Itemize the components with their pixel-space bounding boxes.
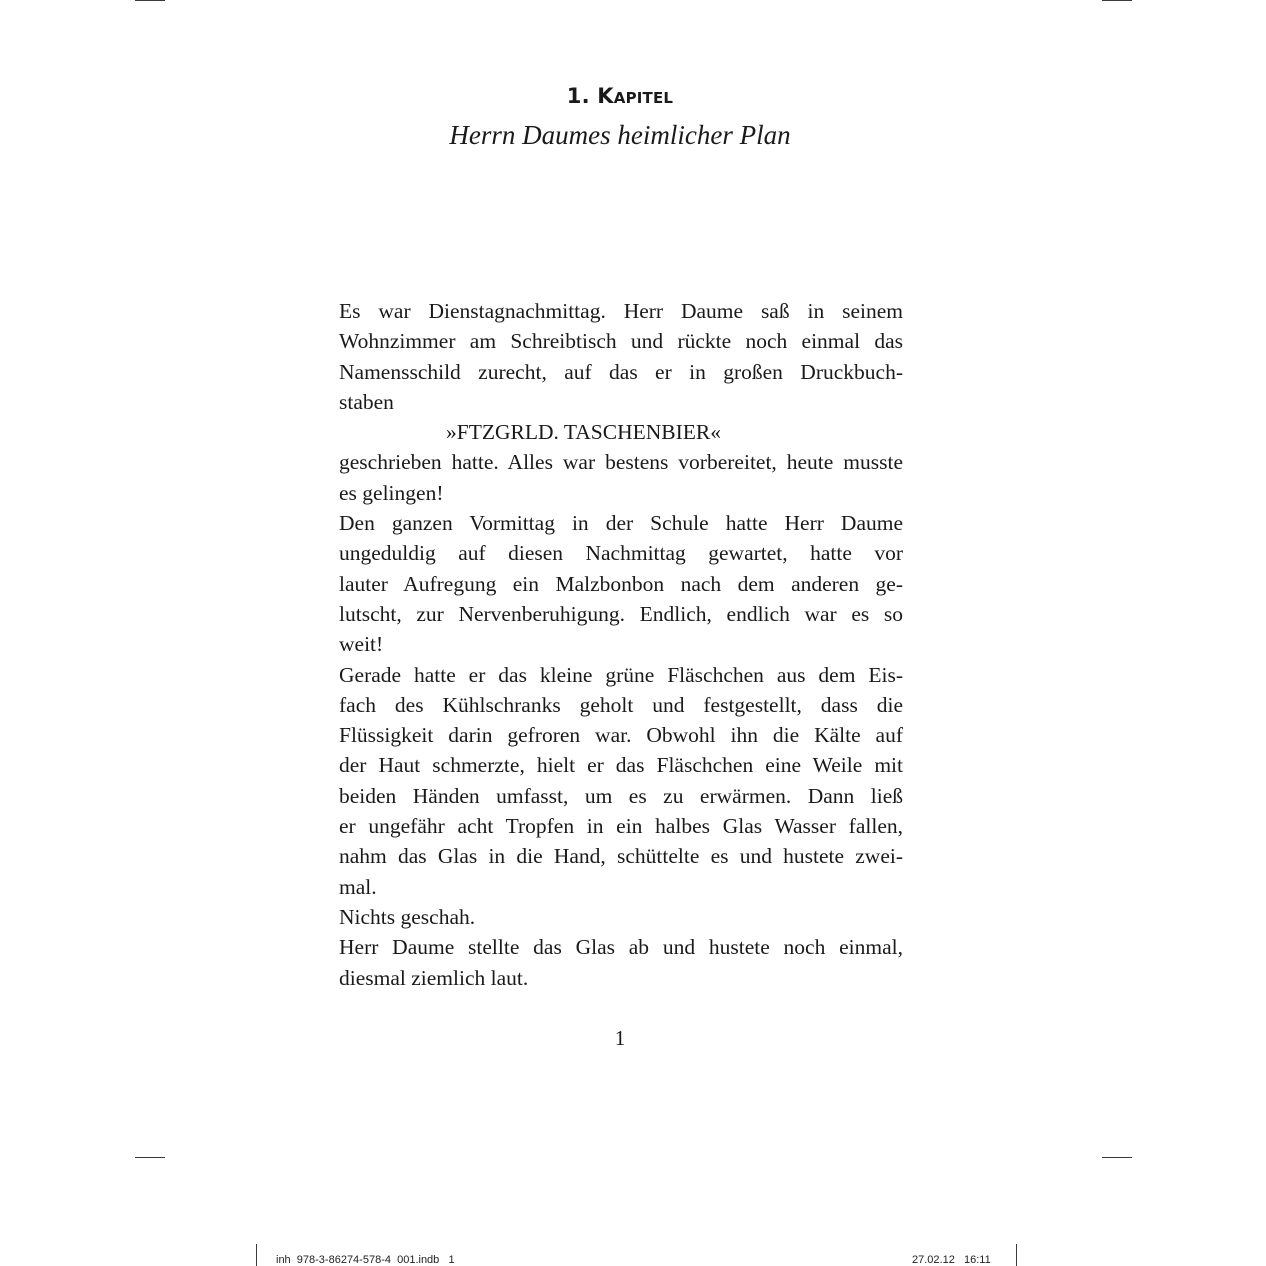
page-number: 1: [614, 1026, 626, 1050]
text-line: Herr Daume stellte das Glas ab und hustete noch einmal,: [339, 935, 903, 960]
slug-datetime: 27.02.12 16:11: [912, 1254, 991, 1266]
text-line: lauter Aufregung ein Malzbonbon nach dem anderen ge-: [339, 571, 903, 596]
text-line: weit!: [339, 632, 384, 657]
chapter-title: Herrn Daumes heimlicher Plan: [449, 120, 791, 150]
text-line: ungeduldig auf diesen Nachmittag gewartet, hatte vor: [339, 541, 903, 566]
slug-filename: inh 978-3-86274-578-4 001.indb 1: [276, 1254, 455, 1266]
text-line: fach des Kühlschranks geholt und festgestellt, dass die: [339, 692, 903, 717]
text-line: lutscht, zur Nervenberuhigung. Endlich, endlich war es so: [339, 601, 903, 626]
body-text: [339, 296, 903, 993]
text-line: Flüssigkeit darin gefroren war. Obwohl ihn die Kälte auf: [339, 723, 903, 748]
text-line: es gelingen!: [339, 480, 444, 505]
sign-text-line: »FTZGRLD. TASCHENBIER«: [446, 420, 722, 445]
text-line: diesmal ziemlich laut.: [339, 965, 529, 990]
text-line: geschrieben hatte. Alles war bestens vorbereitet, heute musste: [339, 450, 903, 475]
text-line: Wohnzimmer am Schreibtisch und rückte noch einmal das: [339, 329, 903, 354]
crop-mark-bottom-left: [135, 1157, 165, 1158]
text-line: beiden Händen umfasst, um es zu erwärmen. Dann ließ: [339, 783, 903, 808]
text-line: mal.: [339, 874, 377, 899]
crop-mark-top-right: [1102, 0, 1132, 1]
text-line: der Haut schmerzte, hielt er das Fläschchen eine Weile mit: [339, 753, 903, 778]
text-line: er ungefähr acht Tropfen in ein halbes Glas Wasser fallen,: [339, 814, 903, 839]
text-line: Nichts geschah.: [339, 904, 476, 929]
crop-mark-slug-right: [1016, 1244, 1017, 1266]
crop-mark-top-left: [135, 0, 165, 1]
text-line: Es war Dienstagnachmittag. Herr Daume saß in seinem: [339, 299, 903, 323]
text-line: Den ganzen Vormittag in der Schule hatte Herr Daume: [339, 511, 903, 536]
crop-mark-slug-left: [256, 1244, 257, 1266]
chapter-number: 1. Kapitel: [566, 84, 674, 108]
crop-mark-bottom-right: [1102, 1157, 1132, 1158]
text-line: Gerade hatte er das kleine grüne Fläschchen aus dem Eis-: [339, 662, 903, 687]
text-line: staben: [339, 389, 394, 414]
text-line: Namensschild zurecht, auf das er in großen Druckbuch-: [339, 359, 903, 384]
text-line: nahm das Glas in die Hand, schüttelte es und hustete zwei-: [339, 844, 903, 869]
